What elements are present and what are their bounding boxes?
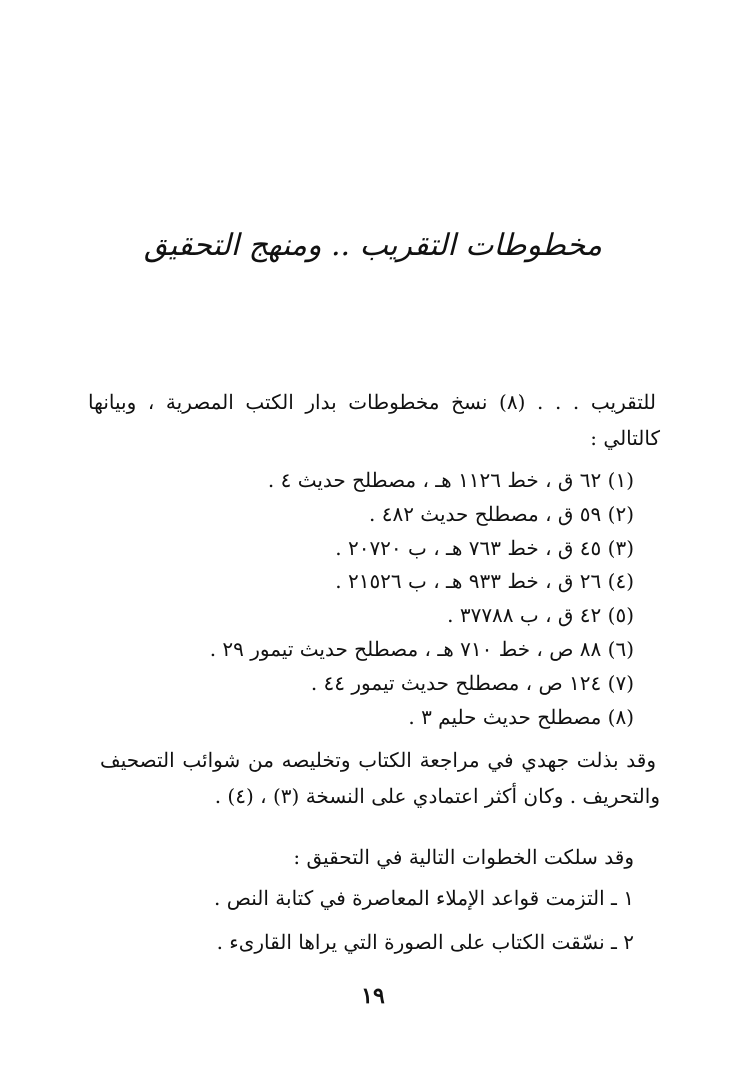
intro-line-1 (88, 388, 656, 416)
intro-line-2: كالتالي : (590, 426, 660, 450)
effort-text-1: وقد بذلت جهدي في مراجعة الكتاب وتخليصه من شوائب التصحيف (100, 748, 656, 772)
manuscript-item-1: (١) ٦٢ ق ، خط ١١٢٦ هـ ، مصطلح حديث ٤ . (267, 468, 634, 492)
effort-line-1 (100, 746, 656, 774)
step-item-2: ٢ ـ نسّقت الكتاب على الصورة التي يراها القارىء . (216, 930, 634, 954)
manuscript-item-3: (٣) ٤٥ ق ، خط ٧٦٣ هـ ، ب ٢٠٧٢٠ . (335, 536, 634, 560)
manuscript-item-4: (٤) ٢٦ ق ، خط ٩٣٣ هـ ، ب ٢١٥٢٦ . (335, 569, 634, 593)
effort-line-2: والتحريف . وكان أكثر اعتمادي على النسخة (٣) ، (٤) . (214, 784, 660, 808)
manuscript-item-5: (٥) ٤٢ ق ، ب ٣٧٧٨٨ . (447, 603, 634, 627)
manuscript-item-8: (٨) مصطلح حديث حليم ٣ . (408, 705, 634, 729)
step-item-1: ١ ـ التزمت قواعد الإملاء المعاصرة في كتابة النص . (214, 886, 634, 910)
manuscript-item-7: (٧) ١٢٤ ص ، مصطلح حديث تيمور ٤٤ . (310, 671, 634, 695)
page-number: ١٩ (361, 983, 385, 1009)
page-title: مخطوطات التقريب .. ومنهج التحقيق (143, 228, 603, 263)
steps-intro: وقد سلكت الخطوات التالية في التحقيق : (293, 845, 634, 869)
intro-text-1: للتقريب . . . (٨) نسخ مخطوطات بدار الكتب المصرية ، وبيانها (88, 390, 656, 414)
manuscript-item-2: (٢) ٥٩ ق ، مصطلح حديث ٤٨٢ . (369, 502, 634, 526)
manuscript-item-6: (٦) ٨٨ ص ، خط ٧١٠ هـ ، مصطلح حديث تيمور ٢٩ . (209, 637, 634, 661)
